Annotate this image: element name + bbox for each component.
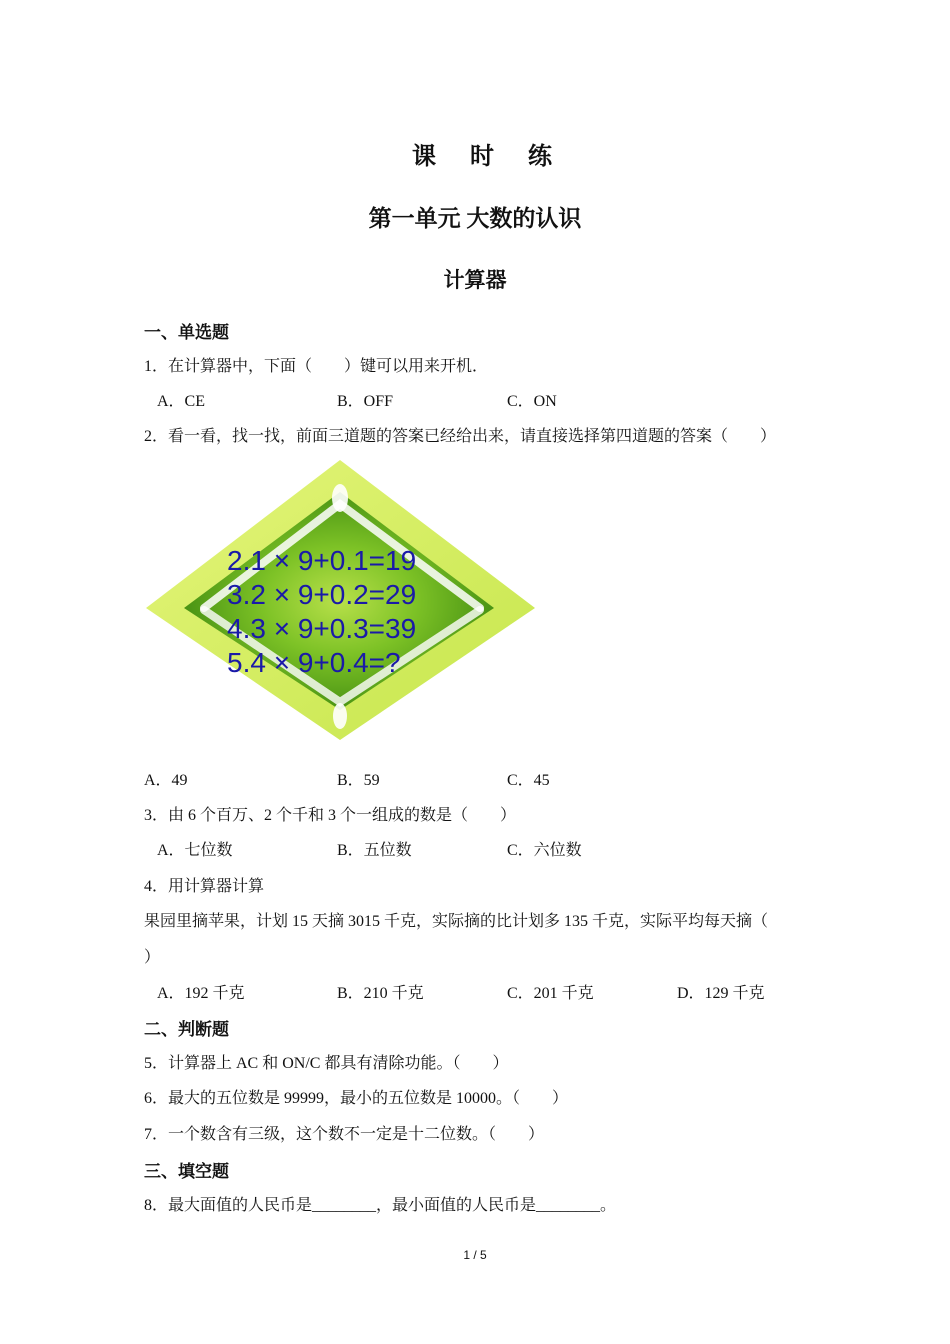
question-8: 8．最大面值的人民币是________，最小面值的人民币是________。 [144, 1197, 617, 1214]
q1-option-a: A．CE [157, 393, 206, 410]
figure-equation-3: 4.3 × 9+0.3=39 [227, 613, 417, 644]
q4-option-c: C．201 千克 [507, 985, 594, 1002]
question-5: 5．计算器上 AC 和 ON/C 都具有清除功能。（ ） [144, 1055, 509, 1072]
figure-equation-4: 5.4 × 9+0.4=? [227, 647, 401, 678]
question-4-body-end: ） [144, 949, 161, 966]
q2-option-a: A．49 [144, 772, 188, 789]
question-2: 2．看一看，找一找，前面三道题的答案已经给出来，请直接选择第四道题的答案（ ） [144, 428, 777, 445]
q3-option-c: C．六位数 [507, 842, 582, 859]
question-2-figure [144, 458, 537, 742]
unit-title: 第一单元 大数的认识 [368, 206, 582, 231]
q4-option-a: A．192 千克 [157, 985, 245, 1002]
section-heading-2: 二、判断题 [144, 1020, 229, 1039]
page-number: 1 / 5 [463, 1248, 487, 1262]
question-1: 1．在计算器中，下面（ ）键可以用来开机． [144, 358, 489, 375]
q4-option-b: B．210 千克 [337, 985, 424, 1002]
q1-option-b: B．OFF [337, 393, 394, 410]
figure-equation-2: 3.2 × 9+0.2=29 [227, 579, 417, 610]
question-6: 6．最大的五位数是 99999，最小的五位数是 10000。（ ） [144, 1090, 569, 1107]
section-heading-3: 三、填空题 [144, 1162, 229, 1181]
figure-equation-1: 2.1 × 9+0.1=19 [227, 545, 417, 576]
q4-option-d: D．129 千克 [677, 985, 765, 1002]
q2-option-c: C．45 [507, 772, 550, 789]
q3-option-b: B．五位数 [337, 842, 412, 859]
question-4-body: 果园里摘苹果，计划 15 天摘 3015 千克，实际摘的比计划多 135 千克，实际平均每天摘（ [144, 913, 769, 930]
q3-option-a: A．七位数 [157, 842, 233, 859]
q2-option-b: B．59 [337, 772, 380, 789]
question-7: 7．一个数含有三级，这个数不一定是十二位数。（ ） [144, 1126, 545, 1143]
lesson-title: 计算器 [443, 268, 507, 292]
section-heading-1: 一、单选题 [144, 323, 229, 342]
page-title: 课 时 练 [412, 144, 566, 170]
q1-option-c: C．ON [507, 393, 557, 410]
question-4: 4．用计算器计算 [144, 878, 265, 895]
question-3: 3．由 6 个百万、2 个千和 3 个一组成的数是（ ） [144, 807, 517, 824]
